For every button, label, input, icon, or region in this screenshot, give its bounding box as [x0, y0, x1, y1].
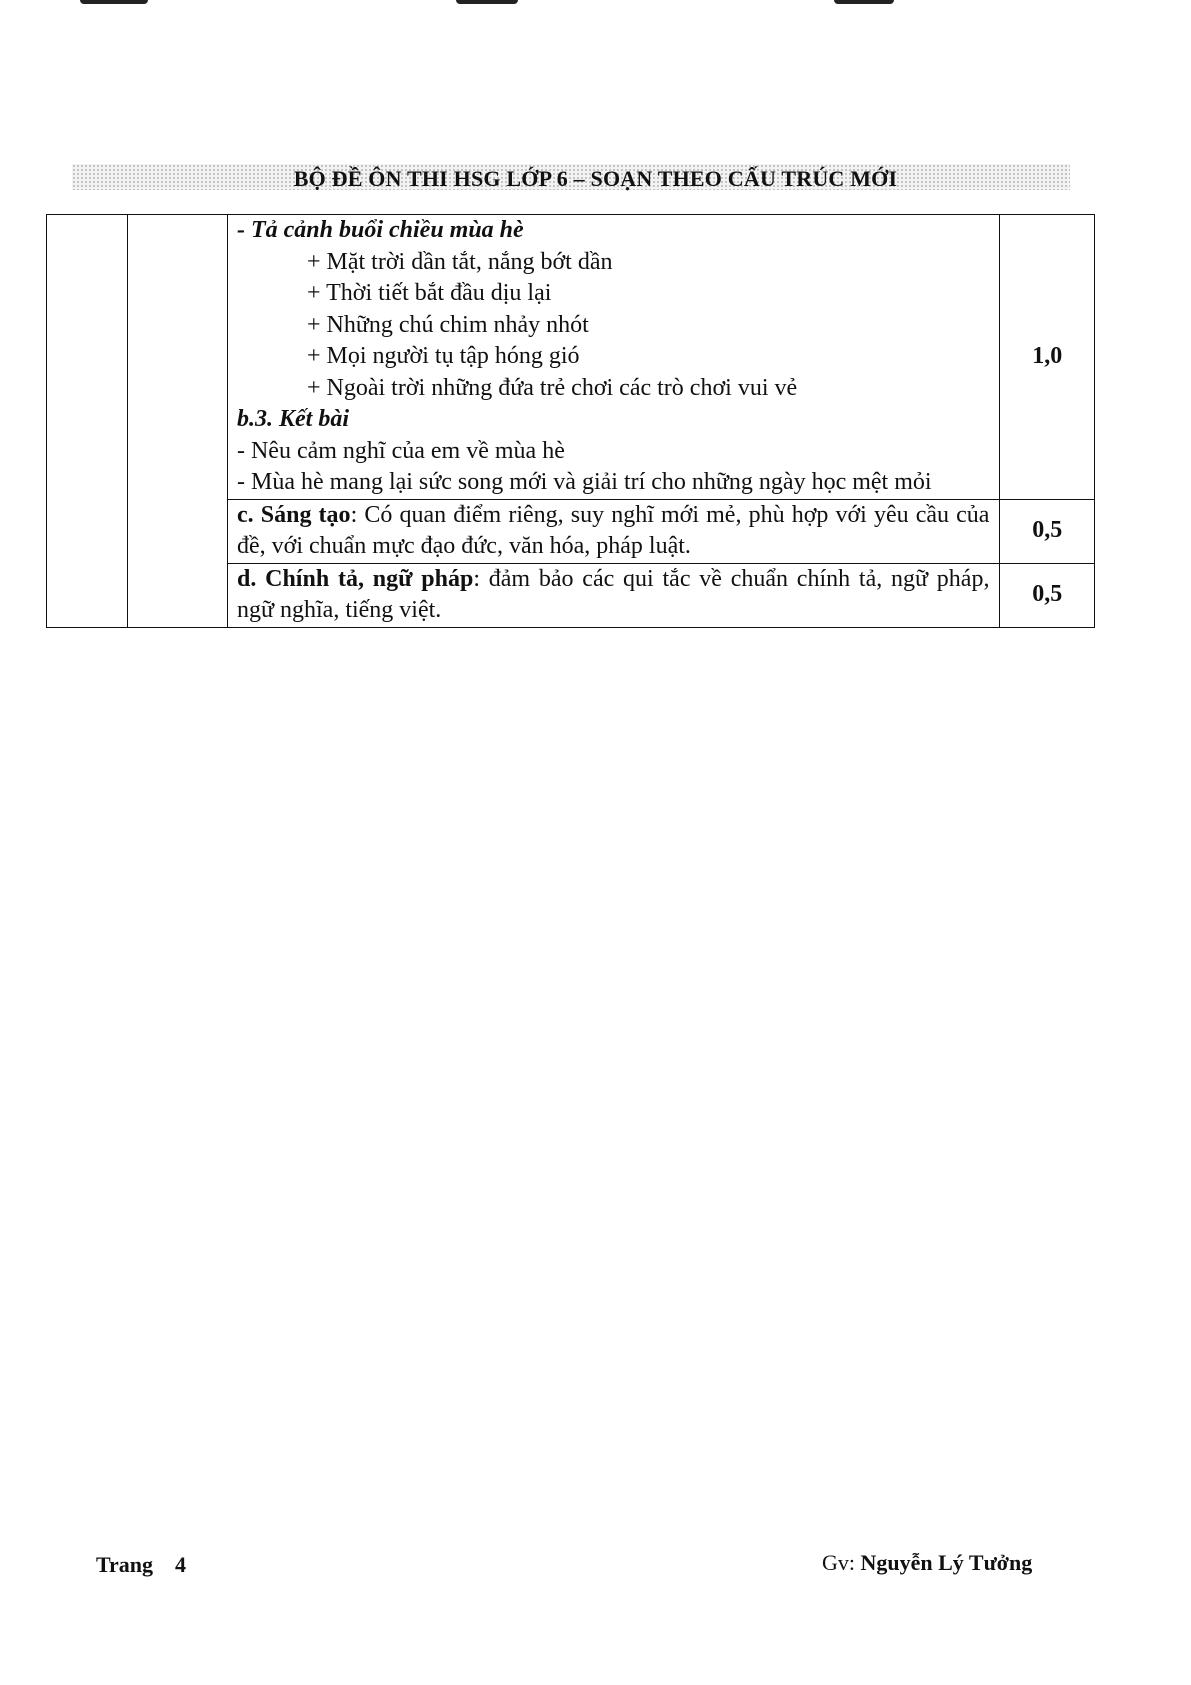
criteria-text: : Có quan điểm riêng, suy nghĩ mới mẻ, phù hợp với yêu cầu của đề, với chuẩn mực đạo đức, văn hóa, pháp luật. — [236, 501, 990, 559]
score-cell: 1,0 — [1000, 215, 1095, 500]
score-cell: 0,5 — [1000, 499, 1095, 563]
bullet-item: + Ngoài trời những đứa trẻ chơi các trò chơi vui vẻ — [306, 374, 798, 401]
criteria-cell-spelling — [227, 563, 999, 627]
empty-cell-col2 — [127, 215, 227, 628]
author-name: Nguyễn Lý Tưởng — [860, 1550, 1033, 1575]
table-row — [47, 215, 1095, 500]
page-label: Trang — [96, 1552, 154, 1577]
page-number-footer — [96, 1552, 186, 1578]
bullet-item: + Những chú chim nhảy nhót — [306, 311, 589, 338]
bullet-item: + Mặt trời dần tắt, nắng bớt dần — [306, 248, 613, 275]
page-header-title: BỘ ĐỀ ÔN THI HSG LỚP 6 – SOẠN THEO CẤU TRÚC MỚI — [293, 166, 898, 191]
author-footer — [822, 1550, 1032, 1576]
criteria-label: d. Chính tả, ngữ pháp — [236, 565, 474, 592]
bullet-item: + Thời tiết bắt đầu dịu lại — [306, 280, 552, 306]
criteria-text: : đảm bảo các qui tắc về chuẩn chính tả, ngữ pháp, ngữ nghĩa, tiếng việt. — [236, 565, 990, 623]
content-line: - Nêu cảm nghĩ của em về mùa hè — [236, 437, 565, 464]
score-cell: 0,5 — [1000, 563, 1095, 627]
subsection-heading: b.3. Kết bài — [236, 406, 349, 432]
section-heading: - Tả cảnh buổi chiều mùa hè — [236, 217, 524, 243]
page-number: 4 — [175, 1552, 187, 1577]
bullet-item: + Mọi người tụ tập hóng gió — [306, 343, 580, 369]
empty-cell-col1 — [47, 215, 128, 628]
author-prefix: Gv: — [822, 1550, 855, 1575]
top-scan-marks — [0, 0, 1191, 12]
criteria-cell-creativity — [227, 499, 999, 563]
content-cell — [227, 215, 999, 500]
content-line: - Mùa hè mang lại sức song mới và giải trí cho những ngày học mệt mỏi — [236, 469, 932, 495]
criteria-label: c. Sáng tạo — [236, 501, 351, 528]
rubric-table — [46, 214, 1095, 628]
